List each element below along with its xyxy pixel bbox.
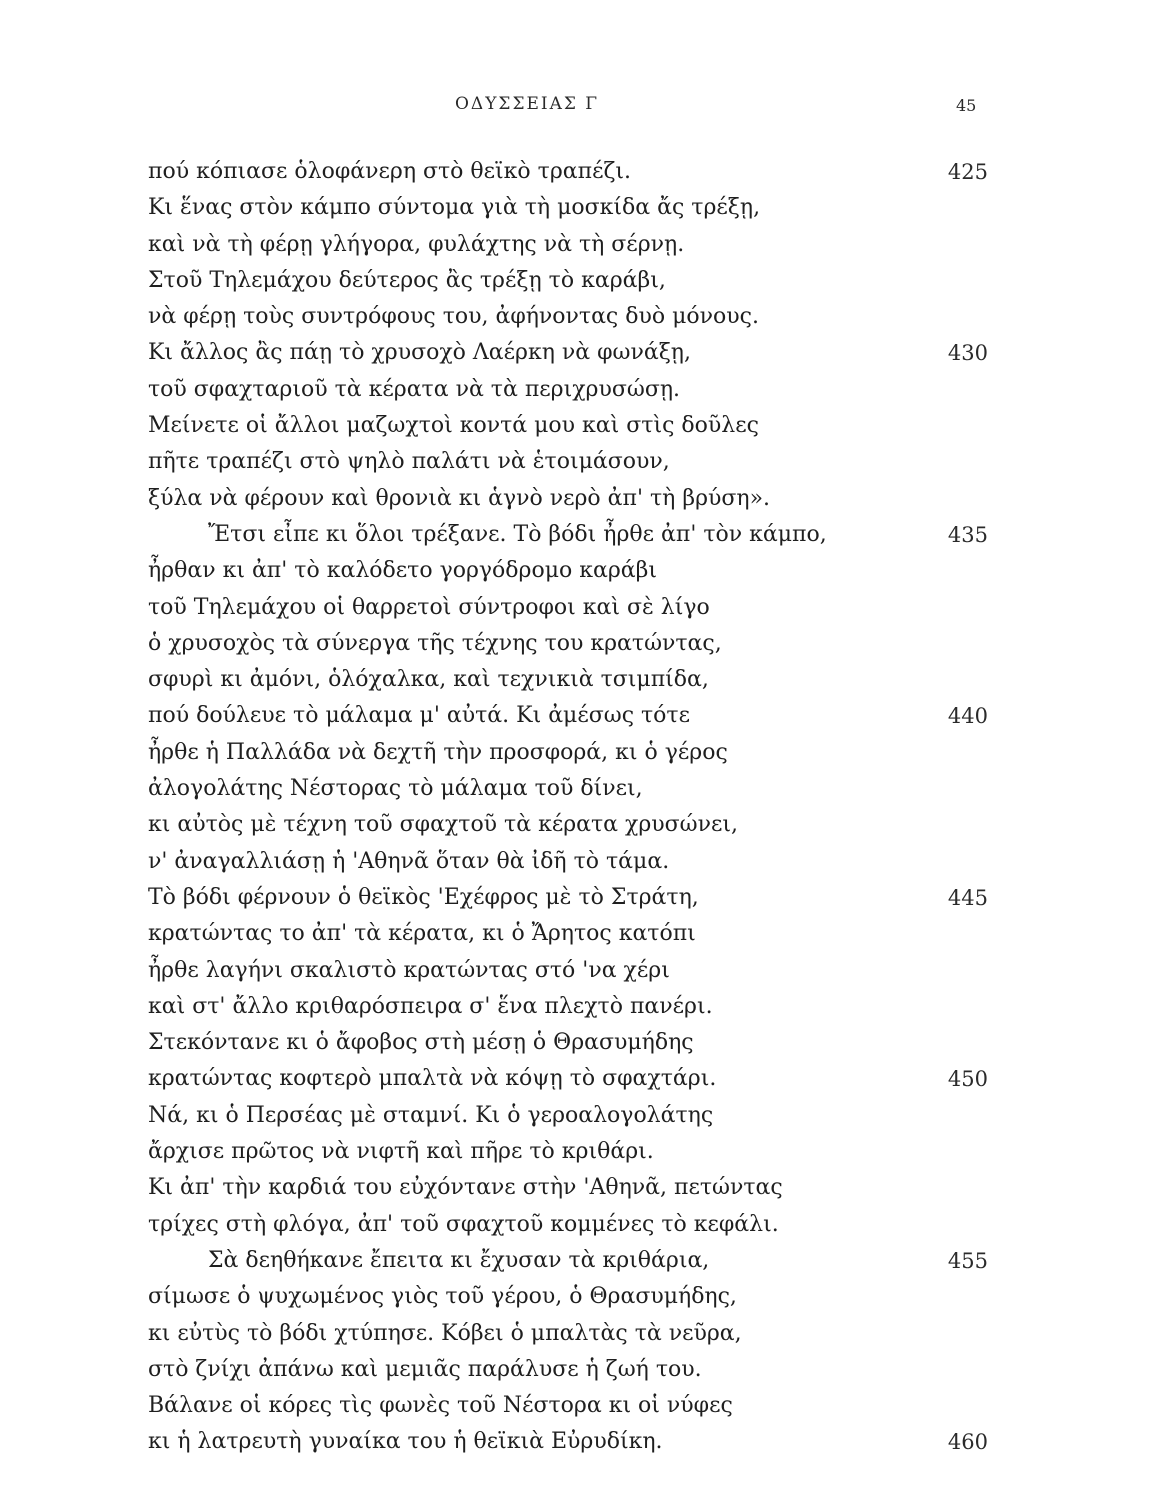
- verse-line: [148, 953, 988, 989]
- verse-text: Ἔτσι εἶπε κι ὅλοι τρέξανε. Τὸ βόδι ἦρθε ἀπ' τὸν κάμπο,: [208, 521, 827, 547]
- verse-line: [148, 1170, 988, 1206]
- verse-line: [148, 1388, 988, 1424]
- verse-line: [148, 1424, 988, 1460]
- verse-text: τοῦ Τηλεμάχου οἱ θαρρετοὶ σύντροφοι καὶ σὲ λίγο: [148, 594, 710, 620]
- verse-text: πού δούλευε τὸ μάλαμα μ' αὐτά. Κι ἀμέσως τότε: [148, 703, 690, 729]
- verse-text: καὶ νὰ τὴ φέρῃ γλήγορα, φυλάχτης νὰ τὴ σέρνῃ.: [148, 231, 685, 257]
- verse-line: [148, 989, 988, 1025]
- verse-text: κι εὐτὺς τὸ βόδι χτύπησε. Κόβει ὁ μπαλτὰς τὰ νεῦρα,: [148, 1320, 742, 1346]
- verse-text: Βάλανε οἱ κόρες τὶς φωνὲς τοῦ Νέστορα κι οἱ νύφες: [148, 1393, 733, 1419]
- verse-text: ἀλογολάτης Νέστορας τὸ μάλαμα τοῦ δίνει,: [148, 776, 643, 802]
- verse-text: ὁ χρυσοχὸς τὰ σύνεργα τῆς τέχνης του κρατώντας,: [148, 630, 722, 656]
- page-number: 45: [956, 96, 977, 115]
- verse-line: [148, 444, 988, 480]
- poem-text: [148, 154, 988, 1461]
- verse-text: ἦρθε λαγήνι σκαλιστὸ κρατώντας στό 'να χέρι: [148, 957, 670, 983]
- verse-text: ἦρθε ἡ Παλλάδα νὰ δεχτῆ τὴν προσφορά, κι ὁ γέρος: [148, 739, 728, 765]
- verse-line: [148, 844, 988, 880]
- verse-line: [148, 1207, 988, 1243]
- running-title: ΟΔΥΣΣΕΙΑΣ Γ: [455, 94, 600, 114]
- verse-text: στὸ ζνίχι ἀπάνω καὶ μεμιᾶς παράλυσε ἡ ζωή του.: [148, 1356, 702, 1382]
- verse-line: [148, 1279, 988, 1315]
- verse-line: [148, 1061, 988, 1097]
- verse-text: σφυρὶ κι ἀμόνι, ὁλόχαλκα, καὶ τεχνικιὰ τσιμπίδα,: [148, 667, 709, 693]
- verse-text: Στεκόντανε κι ὁ ἄφοβος στὴ μέσῃ ὁ Θρασυμήδης: [148, 1030, 694, 1056]
- line-number: 450: [947, 1067, 988, 1092]
- line-number: 445: [947, 885, 988, 910]
- line-number: 435: [947, 522, 988, 547]
- verse-text: κρατώντας το ἀπ' τὰ κέρατα, κι ὁ Ἄρητος κατόπι: [148, 921, 696, 947]
- verse-line: [148, 1098, 988, 1134]
- verse-line: [148, 227, 988, 263]
- running-head: [0, 94, 1151, 124]
- verse-line: [148, 299, 988, 335]
- line-number: 425: [947, 160, 988, 184]
- verse-text: πού κόπιασε ὁλοφάνερη στὸ θεϊκὸ τραπέζι.: [148, 159, 632, 184]
- verse-text: ἦρθαν κι ἀπ' τὸ καλόδετο γοργόδρομο καράβι: [148, 558, 657, 584]
- verse-line: [148, 1243, 988, 1279]
- verse-line: [148, 735, 988, 771]
- verse-text: Κι ἄλλος ἂς πάῃ τὸ χρυσοχὸ Λαέρκη νὰ φωνάξῃ,: [148, 340, 691, 366]
- verse-text: Στοῦ Τηλεμάχου δεύτερος ἂς τρέξῃ τὸ καράβι,: [148, 267, 666, 293]
- verse-line: [148, 190, 988, 226]
- verse-line: [148, 880, 988, 916]
- verse-line: [148, 408, 988, 444]
- verse-text: ἄρχισε πρῶτος νὰ νιφτῆ καὶ πῆρε τὸ κριθάρι.: [148, 1139, 654, 1165]
- verse-line: [148, 335, 988, 371]
- verse-line: [148, 626, 988, 662]
- verse-line: [148, 154, 988, 190]
- verse-text: τρίχες στὴ φλόγα, ἀπ' τοῦ σφαχτοῦ κομμένες τὸ κεφάλι.: [148, 1211, 779, 1237]
- verse-text: Κι ἕνας στὸν κάμπο σύντομα γιὰ τὴ μοσκίδα ἄς τρέξῃ,: [148, 195, 761, 221]
- line-number: 455: [947, 1248, 988, 1273]
- verse-line: [148, 1025, 988, 1061]
- verse-text: κρατώντας κοφτερὸ μπαλτὰ νὰ κόψῃ τὸ σφαχτάρι.: [148, 1066, 717, 1092]
- verse-text: σίμωσε ὁ ψυχωμένος γιὸς τοῦ γέρου, ὁ Θρασυμήδης,: [148, 1284, 737, 1310]
- verse-line: [148, 1352, 988, 1388]
- verse-line: [148, 481, 988, 517]
- verse-text: τοῦ σφαχταριοῦ τὰ κέρατα νὰ τὰ περιχρυσώσῃ.: [148, 376, 681, 402]
- verse-text: κι ἡ λατρευτὴ γυναίκα του ἡ θεϊκιὰ Εὐρυδίκη.: [148, 1429, 663, 1455]
- verse-line: [148, 807, 988, 843]
- verse-line: [148, 517, 988, 553]
- verse-text: Μείνετε οἱ ἄλλοι μαζωχτοὶ κοντά μου καὶ στὶς δοῦλες: [148, 413, 759, 439]
- verse-line: [148, 1316, 988, 1352]
- verse-line: [148, 590, 988, 626]
- verse-line: [148, 263, 988, 299]
- line-number: 460: [947, 1430, 988, 1455]
- verse-text: Νά, κι ὁ Περσέας μὲ σταμνί. Κι ὁ γεροαλογολάτης: [148, 1102, 714, 1128]
- verse-text: πῆτε τραπέζι στὸ ψηλὸ παλάτι νὰ ἑτοιμάσουν,: [148, 449, 670, 475]
- verse-line: [148, 1134, 988, 1170]
- verse-line: [148, 698, 988, 734]
- verse-line: [148, 662, 988, 698]
- verse-line: [148, 372, 988, 408]
- verse-text: Τὸ βόδι φέρνουν ὁ θεϊκὸς 'Εχέφρος μὲ τὸ Στράτη,: [148, 884, 699, 910]
- verse-text: ν' ἀναγαλλιάσῃ ἡ 'Αθηνᾶ ὅταν θὰ ἰδῆ τὸ τάμα.: [148, 848, 670, 874]
- verse-text: κι αὐτὸς μὲ τέχνη τοῦ σφαχτοῦ τὰ κέρατα χρυσώνει,: [148, 812, 739, 838]
- line-number: 440: [947, 704, 988, 729]
- verse-text: νὰ φέρῃ τοὺς συντρόφους του, ἀφήνοντας δυὸ μόνους.: [148, 304, 759, 330]
- verse-text: ξύλα νὰ φέρουν καὶ θρονιὰ κι ἁγνὸ νερὸ ἀπ' τὴ βρύση».: [148, 485, 771, 511]
- verse-line: [148, 553, 988, 589]
- line-number: 430: [947, 341, 988, 366]
- verse-text: Κι ἀπ' τὴν καρδιά του εὐχόντανε στὴν 'Αθηνᾶ, πετώντας: [148, 1175, 783, 1201]
- verse-line: [148, 771, 988, 807]
- verse-text: καὶ στ' ἄλλο κριθαρόσπειρα σ' ἕνα πλεχτὸ πανέρι.: [148, 993, 713, 1019]
- verse-text: Σὰ δεηθήκανε ἔπειτα κι ἔχυσαν τὰ κριθάρια,: [208, 1247, 710, 1273]
- verse-line: [148, 916, 988, 952]
